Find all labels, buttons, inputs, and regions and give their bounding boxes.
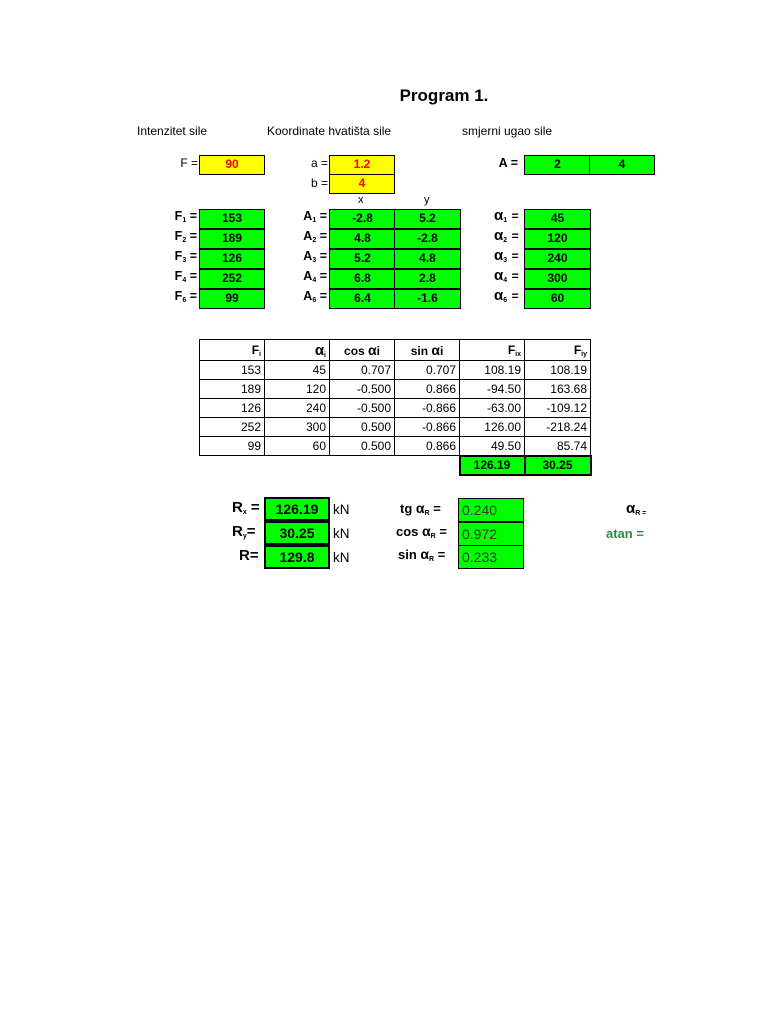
tg-alpha-value[interactable]: 0.240 <box>458 498 524 522</box>
point-y-value[interactable]: -2.8 <box>394 229 461 249</box>
angle-value[interactable]: 300 <box>524 269 591 289</box>
angle-value[interactable]: 45 <box>524 209 591 229</box>
F-label: F = <box>180 156 198 170</box>
point-label: $A_3$ = <box>303 249 327 264</box>
angle-label: $\alpha_6$ = <box>494 287 519 304</box>
Ry-value[interactable]: 30.25 <box>264 521 330 545</box>
force-value[interactable]: 126 <box>199 249 265 269</box>
R-label: R= <box>239 547 259 564</box>
point-x-value[interactable]: 5.2 <box>329 249 396 269</box>
force-value[interactable]: 252 <box>199 269 265 289</box>
a-input[interactable]: 1.2 <box>329 155 395 175</box>
force-value[interactable]: 153 <box>199 209 265 229</box>
empty-cell <box>200 456 265 475</box>
table-cell[interactable]: 163.68 <box>525 380 591 399</box>
header-intensity: Intenzitet sile <box>137 124 208 138</box>
table-cell[interactable]: 252 <box>200 418 265 437</box>
table-cell[interactable]: 300 <box>265 418 330 437</box>
A-label: A = <box>498 156 518 170</box>
header-angle: smjerni ugao sile <box>462 124 553 138</box>
table-cell[interactable]: 60 <box>265 437 330 456</box>
force-value[interactable]: 189 <box>199 229 265 249</box>
empty-cell <box>330 456 395 475</box>
point-label: $A_4$ = <box>303 269 327 284</box>
angle-label: $\alpha_4$ = <box>494 267 519 284</box>
table-cell[interactable]: -218.24 <box>525 418 591 437</box>
table-cell[interactable]: -0.866 <box>395 418 460 437</box>
point-y-value[interactable]: 2.8 <box>394 269 461 289</box>
force-value[interactable]: 99 <box>199 289 265 309</box>
angle-label: $\alpha_1$ = <box>494 207 519 224</box>
point-x-value[interactable]: 6.8 <box>329 269 396 289</box>
table-sum-row <box>200 456 591 475</box>
force-label: $F_6$ = <box>174 289 197 304</box>
table-header-cell: $F_{iy}$ <box>525 340 591 361</box>
force-label: $F_3$ = <box>174 249 197 264</box>
table-cell[interactable]: -0.500 <box>330 399 395 418</box>
point-y-value[interactable]: 4.8 <box>394 249 461 269</box>
Rx-label: $R_x$ = <box>232 499 260 516</box>
table-cell[interactable]: 126 <box>200 399 265 418</box>
R-value[interactable]: 129.8 <box>264 545 330 569</box>
sin-alpha-value[interactable]: 0.233 <box>458 545 524 569</box>
x-column-label: x <box>358 194 364 206</box>
angle-label: $\alpha_2$ = <box>494 227 519 244</box>
table-cell[interactable]: 45 <box>265 361 330 380</box>
empty-cell <box>395 456 460 475</box>
Ry-label: $R_y=$ <box>232 523 256 540</box>
point-y-value[interactable]: 5.2 <box>394 209 461 229</box>
b-label: b = <box>310 176 328 190</box>
A2-cell[interactable]: 4 <box>589 155 655 175</box>
table-cell[interactable]: -109.12 <box>525 399 591 418</box>
table-cell[interactable]: 0.500 <box>330 437 395 456</box>
angle-label: $\alpha_3$ = <box>494 247 519 264</box>
table-row <box>200 418 591 437</box>
table-header-cell: sin αi <box>395 340 460 361</box>
table-header-row <box>200 340 591 361</box>
table-header-cell: $\alpha_i$ <box>265 340 330 361</box>
table-row <box>200 380 591 399</box>
sum-x-cell[interactable]: 126.19 <box>460 456 525 475</box>
table-cell[interactable]: 0.707 <box>330 361 395 380</box>
table-cell[interactable]: 120 <box>265 380 330 399</box>
force-label: $F_2$ = <box>174 229 197 244</box>
table-cell[interactable]: 108.19 <box>525 361 591 380</box>
table-row <box>200 437 591 456</box>
force-label: $F_1$ = <box>174 209 197 224</box>
table-header-cell: $F_i$ <box>200 340 265 361</box>
angle-value[interactable]: 60 <box>524 289 591 309</box>
empty-cell <box>265 456 330 475</box>
point-label: $A_1$ = <box>303 209 327 224</box>
angle-value[interactable]: 120 <box>524 229 591 249</box>
table-cell[interactable]: 153 <box>200 361 265 380</box>
cos-alpha-label: $\cos \alpha_R$ = <box>396 523 447 540</box>
table-cell[interactable]: 0.866 <box>395 437 460 456</box>
a-label: a = <box>310 156 328 170</box>
header-text: cos <box>344 344 369 358</box>
R-unit: kN <box>333 550 350 565</box>
table-cell[interactable]: 189 <box>200 380 265 399</box>
point-label: $A_6$ = <box>303 289 327 304</box>
table-cell[interactable]: 99 <box>200 437 265 456</box>
table-cell[interactable]: 85.74 <box>525 437 591 456</box>
sum-y-cell[interactable]: 30.25 <box>525 456 591 475</box>
header-coordinates: Koordinate hvatišta sile <box>267 124 392 138</box>
y-column-label: y <box>424 194 430 206</box>
table-cell[interactable]: 0.866 <box>395 380 460 399</box>
table-header-cell: $F_{ix}$ <box>460 340 525 361</box>
cos-alpha-value[interactable]: 0.972 <box>458 522 524 546</box>
point-x-value[interactable]: 6.4 <box>329 289 396 309</box>
table-cell[interactable]: 0.707 <box>395 361 460 380</box>
point-y-value[interactable]: -1.6 <box>394 289 461 309</box>
alpha-R-label: $\alpha_{R =}$ <box>626 500 647 517</box>
A1-cell[interactable]: 2 <box>524 155 591 175</box>
calculation-table <box>199 339 592 476</box>
F-input[interactable]: 90 <box>199 155 265 175</box>
table-cell[interactable]: 49.50 <box>460 437 525 456</box>
table-cell[interactable]: 108.19 <box>460 361 525 380</box>
table-row <box>200 399 591 418</box>
Ry-unit: kN <box>333 526 350 541</box>
angle-value[interactable]: 240 <box>524 249 591 269</box>
table-cell[interactable]: 126.00 <box>460 418 525 437</box>
table-cell[interactable]: -63.00 <box>460 399 525 418</box>
table-cell[interactable]: -94.50 <box>460 380 525 399</box>
table-row <box>200 361 591 380</box>
table-cell[interactable]: 240 <box>265 399 330 418</box>
table-header-cell: cos αi <box>330 340 395 361</box>
Rx-value[interactable]: 126.19 <box>264 497 330 521</box>
b-input[interactable]: 4 <box>329 174 395 194</box>
atan-label: atan = <box>606 526 644 541</box>
header-text: sin <box>410 344 432 358</box>
page-title: Program 1. <box>399 86 489 105</box>
table-cell[interactable]: -0.866 <box>395 399 460 418</box>
table-cell[interactable]: -0.500 <box>330 380 395 399</box>
force-label: $F_4$ = <box>174 269 197 284</box>
Rx-unit: kN <box>333 502 350 517</box>
point-label: $A_2$ = <box>303 229 327 244</box>
point-x-value[interactable]: 4.8 <box>329 229 396 249</box>
point-x-value[interactable]: -2.8 <box>329 209 396 229</box>
sin-alpha-label: $\sin \alpha_R$ = <box>398 546 446 563</box>
tg-alpha-label: tg $\alpha_R$ = <box>400 500 441 517</box>
table-cell[interactable]: 0.500 <box>330 418 395 437</box>
